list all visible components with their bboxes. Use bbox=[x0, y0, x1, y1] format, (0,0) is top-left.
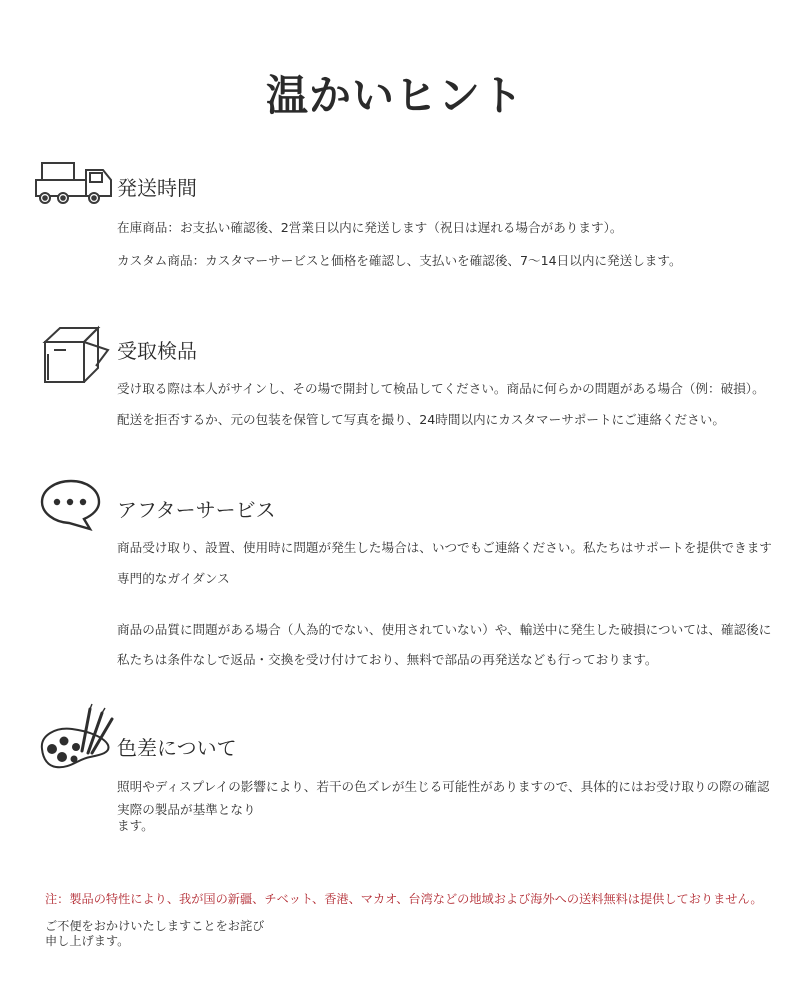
box-icon bbox=[40, 324, 112, 386]
section-heading-inspection: 受取検品 bbox=[117, 339, 197, 363]
shipping-line-1: 在庫商品：お支払い確認後、2営業日以内に発送します（祝日は遅れる場合があります）。 bbox=[117, 220, 623, 235]
after-service-line-4: 私たちは条件なしで返品・交換を受け付けており、無料で部品の再発送なども行っております。 bbox=[117, 652, 658, 667]
section-heading-after-service: アフターサービス bbox=[117, 498, 276, 522]
after-service-line-1: 商品受け取り、設置、使用時に問題が発生した場合は、いつでもご連絡ください。私たちはサポートを提供できます bbox=[117, 540, 772, 555]
inspection-line-1: 受け取る際は本人がサインし、その場で開封して検品してください。商品に何らかの問題がある場合（例：破損）。 bbox=[117, 381, 765, 396]
palette-icon bbox=[38, 703, 118, 773]
section-heading-color-difference: 色差について bbox=[117, 736, 237, 760]
section-heading-shipping: 発送時間 bbox=[117, 176, 197, 200]
inspection-line-2: 配送を拒否するか、元の包装を保管して写真を撮り、24時間以内にカスタマーサポートにご連絡ください。 bbox=[117, 412, 725, 427]
shipping-restriction-note: 注：製品の特性により、我が国の新疆、チベット、香港、マカオ、台湾などの地域および海外への送料無料は提供しておりません。 bbox=[45, 892, 763, 906]
chat-bubble-icon bbox=[40, 479, 102, 531]
truck-icon bbox=[33, 160, 115, 206]
shipping-line-2: カスタム商品：カスタマーサービスと価格を確認し、支払いを確認後、7～14日以内に発送します。 bbox=[117, 253, 682, 268]
color-difference-line-1: 照明やディスプレイの影響により、若干の色ズレが生じる可能性がありますので、具体的にはお受け取りの際の確認 bbox=[117, 779, 770, 794]
page-title: 温かいヒント bbox=[265, 71, 524, 120]
after-service-line-3: 商品の品質に問題がある場合（人為的でない、使用されていない）や、輸送中に発生した破損については、確認後に bbox=[117, 622, 772, 637]
after-service-line-2: 専門的なガイダンス bbox=[117, 571, 230, 586]
apology-note: ご不便をおかけいたしますことをお詫び申し上げます。 bbox=[45, 919, 265, 948]
color-difference-line-2: 実際の製品が基準となります。 bbox=[117, 802, 256, 833]
